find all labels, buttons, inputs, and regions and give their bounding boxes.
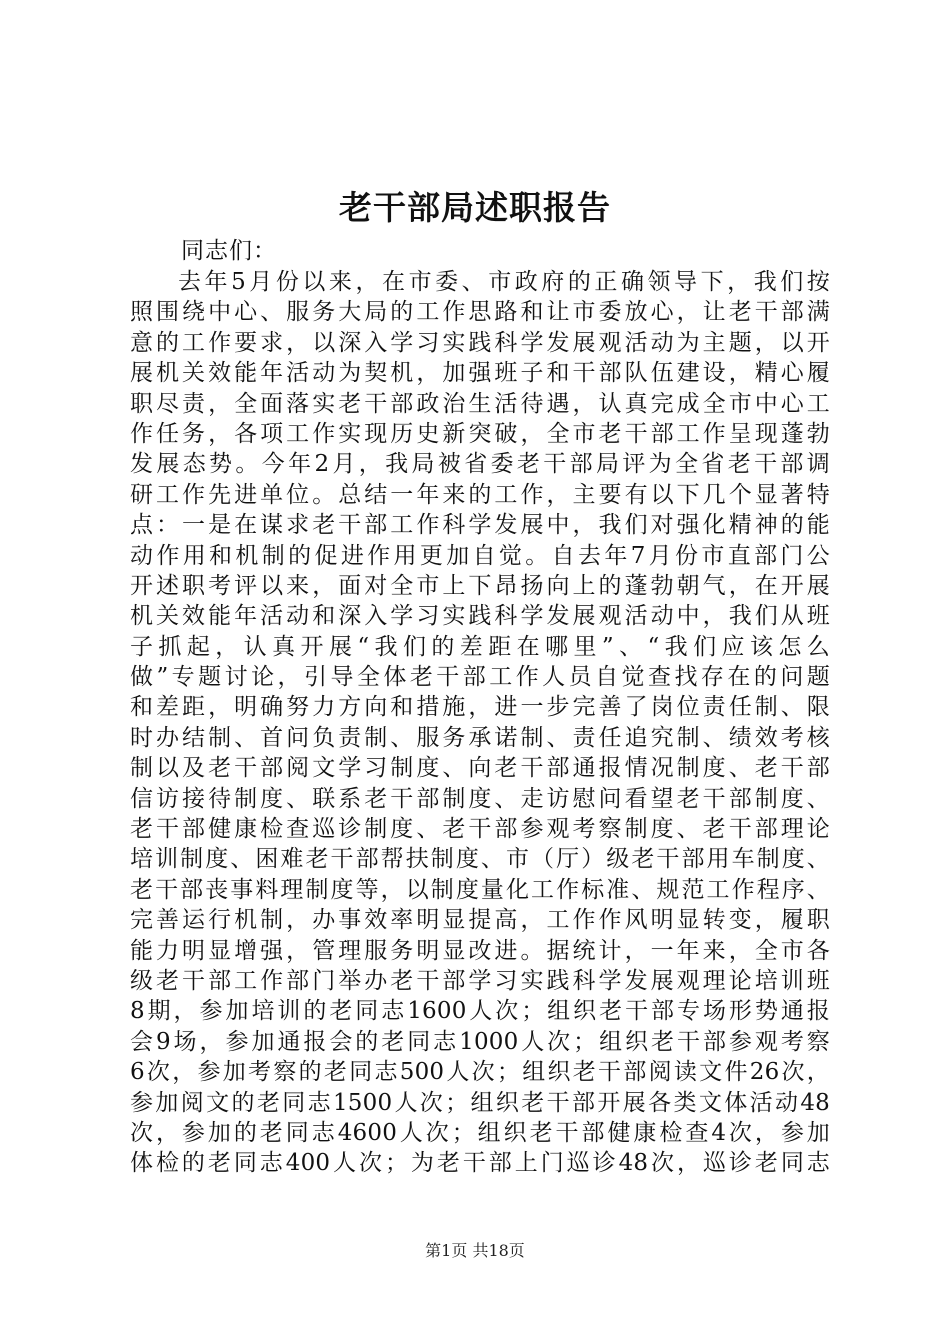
paragraph-line: 子抓起，认真开展“我们的差距在哪里”、“我们应该怎么 bbox=[130, 633, 830, 660]
paragraph-line: 和差距，明确努力方向和措施，进一步完善了岗位责任制、限 bbox=[130, 694, 830, 721]
body-paragraph bbox=[130, 267, 830, 1179]
paragraph-line: 参加阅文的老同志1500人次；组织老干部开展各类文体活动48 bbox=[130, 1089, 830, 1116]
paragraph-line: 老干部健康检查巡诊制度、老干部参观考察制度、老干部理论 bbox=[130, 816, 830, 843]
paragraph-line: 次，参加的老同志4600人次；组织老干部健康检查4次，参加 bbox=[130, 1119, 830, 1146]
paragraph-line: 完善运行机制，办事效率明显提高，工作作风明显转变，履职 bbox=[130, 907, 830, 934]
paragraph-line: 机关效能年活动和深入学习实践科学发展观活动中，我们从班 bbox=[130, 603, 830, 630]
paragraph-line: 意的工作要求，以深入学习实践科学发展观活动为主题，以开 bbox=[130, 329, 830, 356]
paragraph-line: 信访接待制度、联系老干部制度、走访慰问看望老干部制度、 bbox=[130, 785, 830, 812]
paragraph-line: 老干部丧事料理制度等，以制度量化工作标准、规范工作程序、 bbox=[130, 876, 830, 903]
paragraph-line: 8期，参加培训的老同志1600人次；组织老干部专场形势通报 bbox=[130, 998, 830, 1025]
page-number: 第1页 共18页 bbox=[425, 1241, 525, 1260]
salutation: 同志们： bbox=[181, 238, 277, 264]
paragraph-line: 展机关效能年活动为契机，加强班子和干部队伍建设，精心履 bbox=[130, 360, 830, 387]
paragraph-line: 发展态势。今年2月，我局被省委老干部局评为全省老干部调 bbox=[130, 451, 830, 478]
paragraph-line: 动作用和机制的促进作用更加自觉。自去年7月份市直部门公 bbox=[130, 542, 830, 569]
paragraph-line: 级老干部工作部门举办老干部学习实践科学发展观理论培训班 bbox=[130, 967, 830, 994]
paragraph-line: 开述职考评以来，面对全市上下昂扬向上的蓬勃朝气，在开展 bbox=[130, 572, 830, 599]
document-title: 老干部局述职报告 bbox=[339, 188, 611, 227]
paragraph-line: 做”专题讨论，引导全体老干部工作人员自觉查找存在的问题 bbox=[130, 664, 830, 691]
paragraph-line: 作任务，各项工作实现历史新突破，全市老干部工作呈现蓬勃 bbox=[130, 420, 830, 447]
paragraph-line: 职尽责，全面落实老干部政治生活待遇，认真完成全市中心工 bbox=[130, 390, 830, 417]
paragraph-line: 照围绕中心、服务大局的工作思路和让市委放心，让老干部满 bbox=[130, 299, 830, 326]
paragraph-line: 6次，参加考察的老同志500人次；组织老干部阅读文件26次， bbox=[130, 1059, 830, 1086]
paragraph-line: 研工作先进单位。总结一年来的工作，主要有以下几个显著特 bbox=[130, 481, 830, 508]
paragraph-line: 培训制度、困难老干部帮扶制度、市（厅）级老干部用车制度、 bbox=[130, 846, 830, 873]
paragraph-line: 能力明显增强，管理服务明显改进。据统计，一年来，全市各 bbox=[130, 937, 830, 964]
paragraph-line: 时办结制、首问负责制、服务承诺制、责任追究制、绩效考核 bbox=[130, 724, 830, 751]
paragraph-line: 会9场，参加通报会的老同志1000人次；组织老干部参观考察 bbox=[130, 1028, 830, 1055]
paragraph-line: 制以及老干部阅文学习制度、向老干部通报情况制度、老干部 bbox=[130, 755, 830, 782]
paragraph-line: 点：一是在谋求老干部工作科学发展中，我们对强化精神的能 bbox=[130, 512, 830, 539]
paragraph-line: 体检的老同志400人次；为老干部上门巡诊48次，巡诊老同志 bbox=[130, 1150, 830, 1177]
paragraph-line: 去年5月份以来，在市委、市政府的正确领导下，我们按 bbox=[178, 269, 830, 295]
